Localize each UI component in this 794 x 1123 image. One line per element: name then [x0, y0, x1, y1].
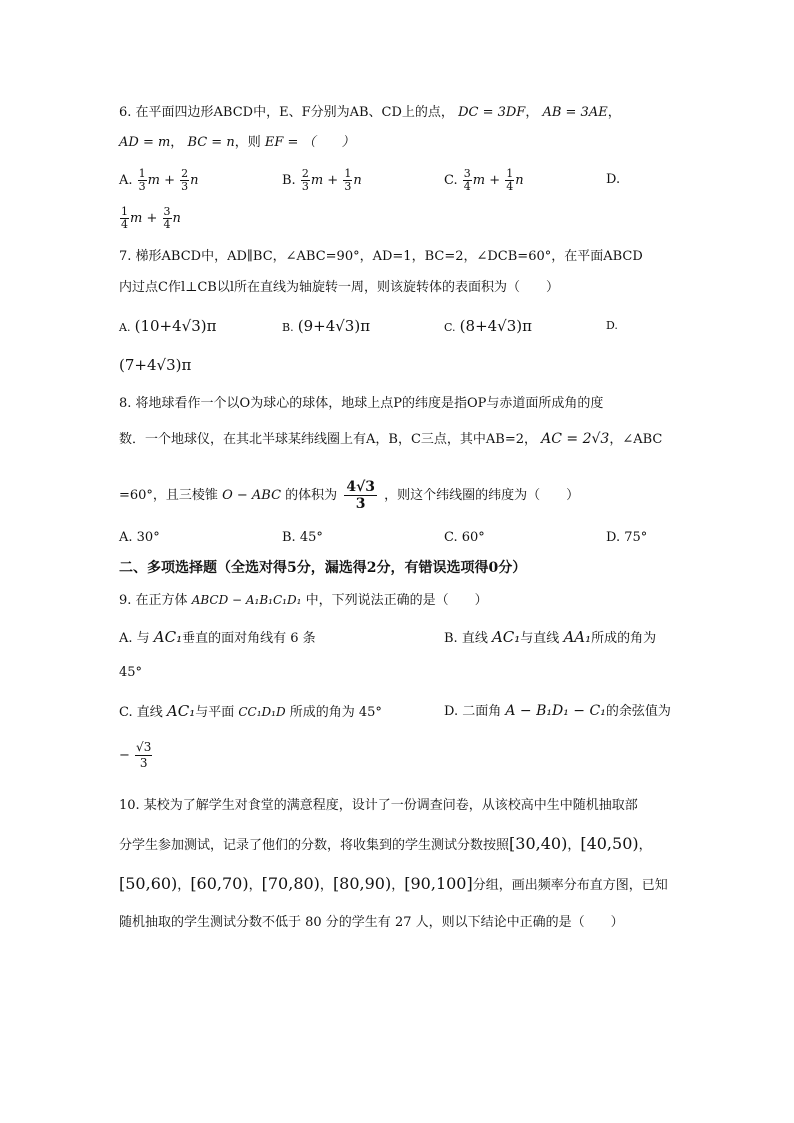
q8-option-b: B. 45° [282, 530, 323, 545]
q7-stem-line1: 7. 梯形ABCD中，AD∥BC，∠ABC=90°，AD=1，BC=2，∠DCB=60°，在平面ABCD [119, 249, 643, 264]
q7-option-d-value: (7+4√3)π [119, 356, 192, 374]
q10-stem-line1: 10. 某校为了解学生对食堂的满意程度，设计了一份调查问卷，从该校高中生中随机抽取部 [119, 798, 638, 813]
q10-stem-line3: [50,60)，[60,70)，[70,80)，[80,90)，[90,100]分组，画出频率分布直方图，已知 [119, 874, 668, 893]
q10-stem-line2: 分学生参加测试，记录了他们的分数，将收集到的学生测试分数按照[30,40)，[40,50)， [119, 834, 652, 853]
q8-option-c: C. 60° [444, 530, 485, 545]
q6-stem-text: 6. 在平面四边形ABCD中，E、F分别为AB、CD上的点， [119, 105, 454, 120]
q6-eq1: DC = 3DF [458, 105, 526, 120]
q7-option-b-value: (9+4√3)π [297, 317, 371, 335]
q6-ad-eq: AD = m [119, 135, 171, 150]
q6-ef-eq: EF = （ ） [264, 135, 355, 150]
q6-option-b: B. $\frac{2}{3}$ m + $\frac{1}{3}$ n [282, 167, 362, 193]
q6-stem-line1: 6. 在平面四边形ABCD中，E、F分别为AB、CD上的点， DC = 3DF， AB = 3AE， [119, 105, 621, 120]
q6-stem-line2: AD = m， BC = n，则 EF = （ ） [119, 135, 355, 150]
q9-option-d-value: − $\frac{√3}{3}$ [119, 740, 152, 770]
q6-option-b-label: B. [282, 173, 296, 188]
q9-option-b-cont: 45° [119, 665, 143, 680]
q9-stem: 9. 在正方体 ABCD − A₁B₁C₁D₁ 中，下列说法正确的是（ ） [119, 593, 488, 608]
q6-option-c: C. $\frac{3}{4}$ m + $\frac{1}{4}$ n [444, 167, 524, 193]
q8-ac-eq: AC = 2√3 [541, 431, 610, 447]
q6-option-c-label: C. [444, 173, 458, 188]
q8-stem-line2: 数．一个地球仪，在其北半球某纬线圈上有A，B，C三点，其中AB=2， AC = 2√3，∠ABC [119, 431, 663, 447]
q9-option-a: A. 与 AC₁垂直的面对角线有 6 条 [119, 628, 316, 646]
q6-option-d-label: D. [606, 172, 621, 187]
q8-stem-line3: =60°，且三棱锥 O − ABC 的体积为 $\frac{4√3}{3}$ ，则这个纬线圈的纬度为（ ） [119, 479, 580, 512]
q8-tetra: O − ABC [222, 488, 282, 503]
q6-option-a-label: A. [119, 173, 133, 188]
section-title: 二、多项选择题（全选对得5分，漏选得2分，有错误选项得0分） [119, 560, 527, 576]
q7-option-a: A. (10+4√3)π [119, 317, 217, 335]
q7-option-c: C. (8+4√3)π [444, 317, 532, 335]
q7-option-a-value: (10+4√3)π [134, 317, 217, 335]
q8-stem-line1: 8. 将地球看作一个以O为球心的球体，地球上点P的纬度是指OP与赤道面所成角的度 [119, 396, 604, 411]
q7-option-d-label: D. [606, 319, 618, 332]
q7-option-c-value: (8+4√3)π [459, 317, 532, 335]
q9-option-c: C. 直线 AC₁与平面 CC₁D₁D 所成的角为 45° [119, 702, 382, 720]
q8-volume: $\frac{4√3}{3}$ [346, 479, 376, 512]
q6-bc-eq: BC = n [187, 135, 235, 150]
q6-option-d: $\frac{1}{4}$ m + $\frac{3}{4}$ n [121, 205, 181, 231]
q9-option-d: D. 二面角 A − B₁D₁ − C₁的余弦值为 [444, 703, 671, 719]
q10-stem-line4: 随机抽取的学生测试分数不低于 80 分的学生有 27 人，则以下结论中正确的是（ ） [119, 915, 624, 930]
q6-eq2: AB = 3AE [542, 105, 608, 120]
q8-option-d: D. 75° [606, 530, 648, 545]
q6-option-a: A. $\frac{1}{3}$ m + $\frac{2}{3}$ n [119, 167, 199, 193]
q8-option-a: A. 30° [119, 530, 160, 545]
q7-option-b: B. (9+4√3)π [282, 317, 371, 335]
q7-stem-line2: 内过点C作l⊥CB以l所在直线为轴旋转一周，则该旋转体的表面积为（ ） [119, 280, 559, 295]
q9-option-b: B. 直线 AC₁与直线 AA₁所成的角为 [444, 628, 657, 646]
q6-then: ，则 [234, 135, 261, 150]
